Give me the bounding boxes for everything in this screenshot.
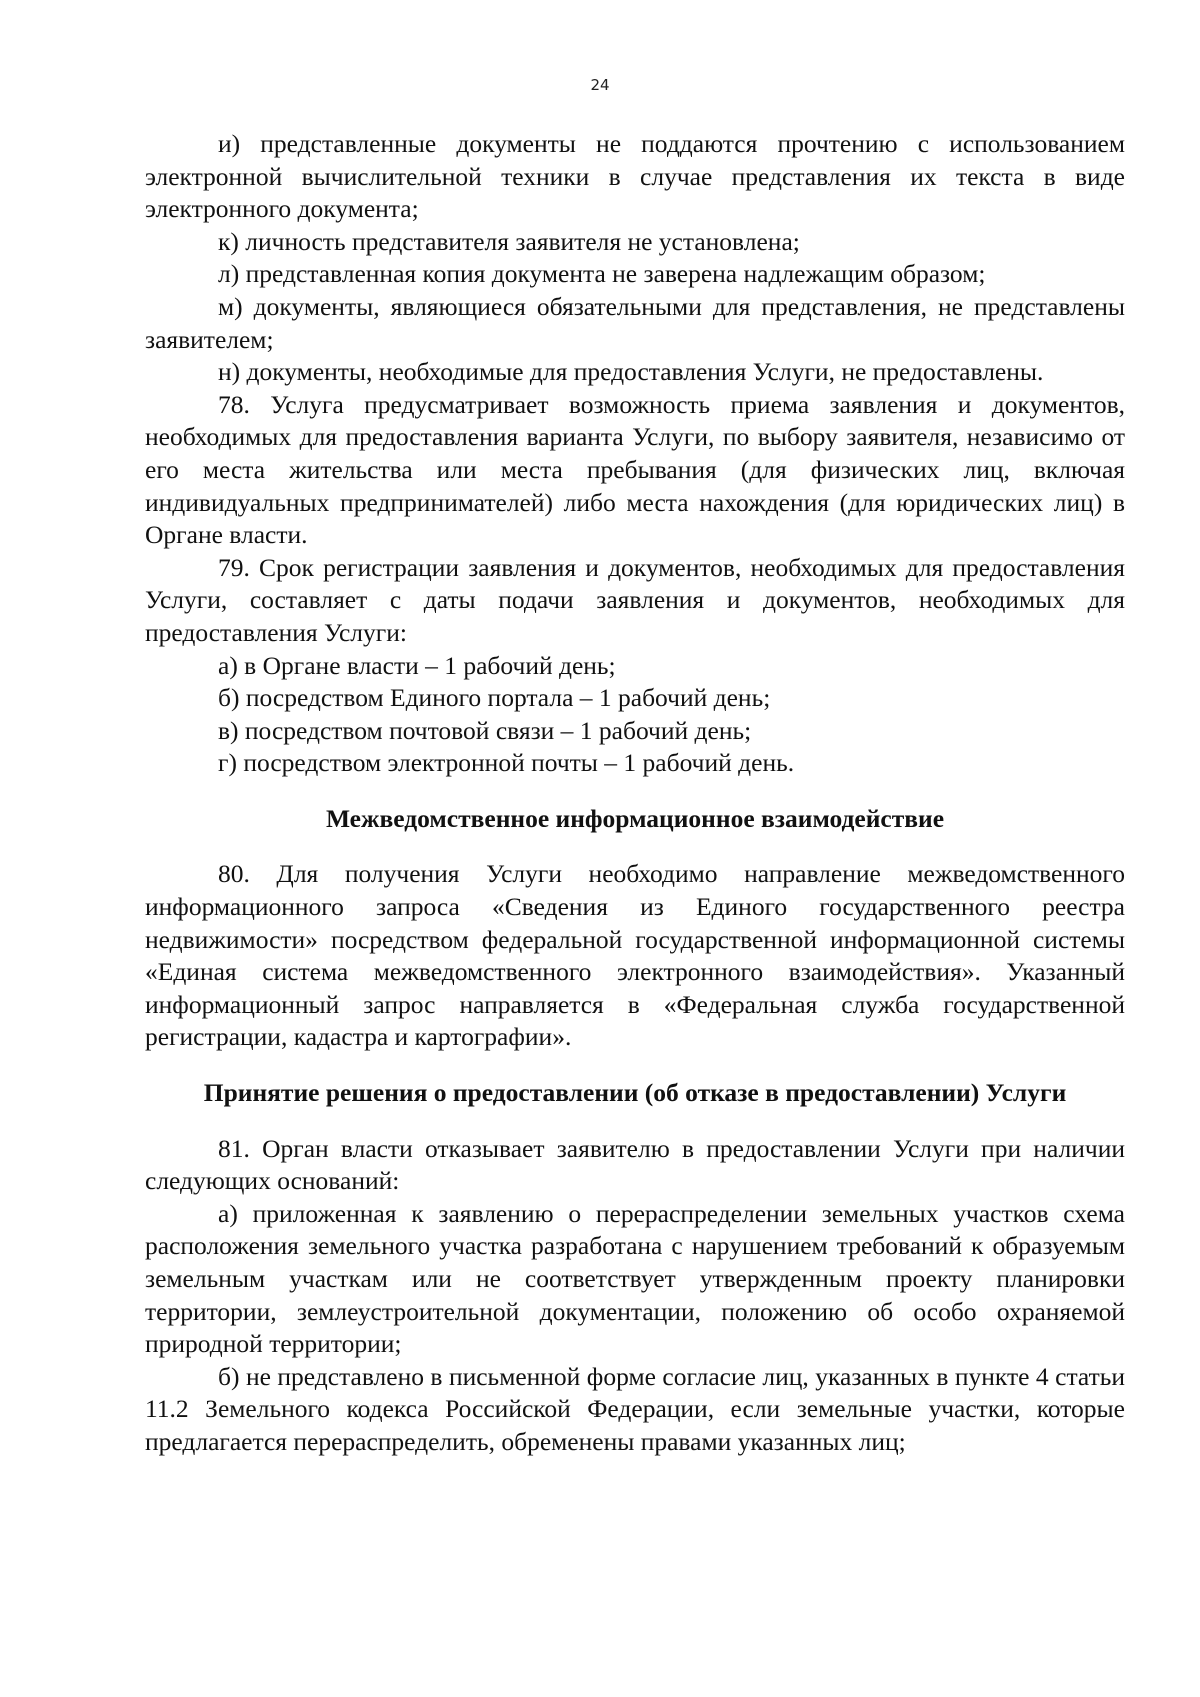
paragraph-79-a: а) в Органе власти – 1 рабочий день; — [218, 650, 616, 680]
document-body — [145, 128, 1125, 1459]
paragraph-i: и) представленные документы не поддаются прочтению с использованием электронной вычислительной техники в случае представления их текста в виде электронного документа; — [145, 129, 1125, 224]
paragraph-80: 80. Для получения Услуги необходимо направление межведомственного информационного запроса «Сведения из Единого государственного реестра недвижимости» посредством федеральной государственной информационной системы «Единая система межведомственного электронного взаимодействия». Указанный информационный запрос направляется в «Федеральная служба государственной регистрации, кадастра и картографии». — [145, 859, 1125, 1052]
paragraph-79-v: в) посредством почтовой связи – 1 рабочий день; — [218, 715, 752, 745]
paragraph-k: к) личность представителя заявителя не установлена; — [218, 226, 800, 256]
section-heading-decision: Принятие решения о предоставлении (об отказе в предоставлении) Услуги — [203, 1078, 1067, 1108]
paragraph-m: м) документы, являющиеся обязательными для представления, не представлены заявителем; — [145, 291, 1125, 354]
paragraph-n: н) документы, необходимые для предоставления Услуги, не предоставлены. — [218, 357, 1044, 387]
section-heading-interagency: Межведомственное информационное взаимодействие — [325, 803, 945, 833]
paragraph-78: 78. Услуга предусматривает возможность приема заявления и документов, необходимых для предоставления варианта Услуги, по выбору заявителя, независимо от его места жительства или места пребывания (для физических лиц, включая индивидуальных предпринимателей) либо места нахождения (для юридических лиц) в Органе власти. — [145, 389, 1125, 550]
paragraph-l: л) представленная копия документа не заверена надлежащим образом; — [218, 259, 986, 289]
paragraph-81-b: б) не представлено в письменной форме согласие лиц, указанных в пункте 4 статьи 11.2 Земельного кодекса Российской Федерации, если земельные участки, которые предлагается перераспределить, обременены правами указанных лиц; — [145, 1361, 1125, 1456]
paragraph-79: 79. Срок регистрации заявления и документов, необходимых для предоставления Услуги, составляет с даты подачи заявления и документов, необходимых для предоставления Услуги: — [145, 552, 1125, 647]
paragraph-81: 81. Орган власти отказывает заявителю в предоставлении Услуги при наличии следующих оснований: — [145, 1133, 1125, 1196]
page-number: 24 — [590, 76, 610, 94]
paragraph-79-g: г) посредством электронной почты – 1 рабочий день. — [218, 748, 795, 778]
paragraph-81-a: а) приложенная к заявлению о перераспределении земельных участков схема расположения земельного участка разработана с нарушением требований к образуемым земельным участкам или не соответствует утвержденным проекту планировки территории, землеустроительной документации, положению об особо охраняемой природной территории; — [145, 1198, 1125, 1359]
paragraph-79-b: б) посредством Единого портала – 1 рабочий день; — [218, 683, 771, 713]
